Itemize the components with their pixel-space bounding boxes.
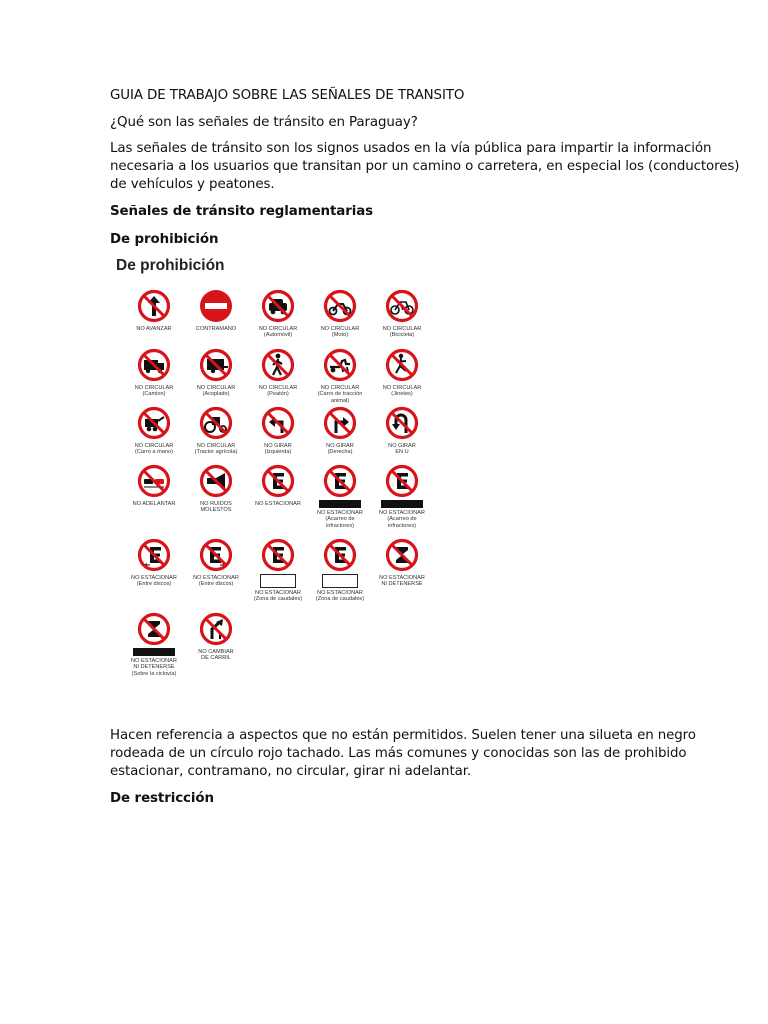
sign-caption: NO ESTACIONAR NI DETENERSE	[379, 575, 425, 588]
prohibition-signs-figure	[110, 255, 455, 690]
sign-caption: NO CIRCULAR (Moto)	[320, 326, 360, 339]
sign-1	[122, 288, 186, 332]
sign-caption: NO RUIDOS MOLESTOS	[200, 501, 232, 514]
sign-caption: CONTRAMANO	[195, 326, 237, 332]
sign-9	[308, 347, 372, 404]
definition-line-3: de vehículos y peatones.	[110, 177, 275, 192]
arrow-up-icon	[136, 288, 172, 324]
sign-19	[308, 463, 372, 529]
sign-caption: NO CIRCULAR (Peatón)	[258, 385, 298, 398]
sign-caption: NO ESTACIONAR (Zona de caudales)	[315, 590, 365, 603]
skates-icon	[384, 347, 420, 383]
sign-caption: NO CIRCULAR (Jinetes)	[382, 385, 422, 398]
tractor-icon	[198, 405, 234, 441]
sign-plate	[381, 500, 423, 508]
overtake-icon	[136, 463, 172, 499]
sign-caption: NO GIRAR EN U	[388, 443, 416, 456]
sign-21	[122, 537, 186, 588]
sign-2	[184, 288, 248, 332]
heading-prohibicion: De prohibición	[110, 232, 219, 247]
sign-10	[370, 347, 434, 398]
parking-e-icon	[322, 537, 358, 573]
bicycle-icon	[384, 288, 420, 324]
sign-caption: NO CIRCULAR (Carro de tracción animal)	[317, 385, 363, 404]
sign-caption: NO GIRAR (Izquierda)	[264, 443, 292, 456]
sign-caption: NO CIRCULAR (Acoplado)	[196, 385, 236, 398]
sign-16	[122, 463, 186, 507]
sign-caption: NO AVANZAR	[136, 326, 172, 332]
sign-caption: NO ESTACIONAR (Entre discos)	[193, 575, 239, 588]
sign-23	[246, 537, 310, 603]
sign-20	[370, 463, 434, 529]
sign-caption: NO CAMBIAR DE CARRIL	[198, 649, 234, 662]
parking-e-icon	[384, 463, 420, 499]
heading-restriccion: De restricción	[110, 791, 214, 806]
sign-caption: NO ESTACIONAR (Acarreo de infractores)	[379, 510, 425, 529]
horse-cart-icon	[322, 347, 358, 383]
pedestrian-icon	[260, 347, 296, 383]
sign-4	[308, 288, 372, 339]
sign-26	[122, 611, 186, 677]
sign-caption: NO CIRCULAR (Automóvil)	[258, 326, 298, 339]
parking-e-icon	[260, 537, 296, 573]
parking-e-right-icon	[198, 537, 234, 573]
sign-25	[370, 537, 434, 588]
sign-caption: NO GIRAR (Derecha)	[326, 443, 354, 456]
sign-14	[308, 405, 372, 456]
sign-6	[122, 347, 186, 398]
truck-icon	[136, 347, 172, 383]
explanation-line-1: Hacen referencia a aspectos que no están permitidos. Suelen tener una silueta en negro	[110, 728, 696, 743]
sign-plate	[319, 500, 361, 508]
sign-13	[246, 405, 310, 456]
sign-caption: NO ADELANTAR	[132, 501, 176, 507]
sign-caption: NO CIRCULAR (Bicicleta)	[382, 326, 422, 339]
sign-8	[246, 347, 310, 398]
sign-5	[370, 288, 434, 339]
sign-24	[308, 537, 372, 603]
turn-right-icon	[322, 405, 358, 441]
motorcycle-icon	[322, 288, 358, 324]
sign-22	[184, 537, 248, 588]
sign-18	[246, 463, 310, 507]
figure-title: De prohibición	[116, 257, 225, 274]
parking-e-icon	[322, 463, 358, 499]
sign-caption: NO ESTACIONAR (Acarreo de infractores)	[317, 510, 363, 529]
sign-caption: NO ESTACIONAR (Entre discos)	[131, 575, 177, 588]
heading-reglamentarias: Señales de tránsito reglamentarias	[110, 204, 374, 219]
parking-e-left-icon	[136, 537, 172, 573]
sign-caption: NO CIRCULAR (Carro a mano)	[134, 443, 174, 456]
car-icon	[260, 288, 296, 324]
explanation-line-2: rodeada de un círculo rojo tachado. Las más comunes y conocidas son las de prohibido	[110, 746, 687, 761]
turn-left-icon	[260, 405, 296, 441]
sign-11	[122, 405, 186, 456]
no-entry-icon	[198, 288, 234, 324]
sign-caption: NO CIRCULAR (Camion)	[134, 385, 174, 398]
sign-17	[184, 463, 248, 514]
zone-plate	[260, 574, 296, 588]
u-turn-icon	[384, 405, 420, 441]
parking-e-icon	[260, 463, 296, 499]
trailer-icon	[198, 347, 234, 383]
question-text: ¿Qué son las señales de tránsito en Paraguay?	[110, 115, 418, 130]
explanation-line-3: estacionar, contramano, no circular, girar ni adelantar.	[110, 764, 472, 779]
sign-7	[184, 347, 248, 398]
no-stopping-icon	[384, 537, 420, 573]
sign-caption: NO ESTACIONAR	[255, 501, 301, 507]
horn-icon	[198, 463, 234, 499]
sign-3	[246, 288, 310, 339]
sign-plate	[133, 648, 175, 656]
sign-caption: NO CIRCULAR (Tractor agrícola)	[194, 443, 238, 456]
sign-caption: NO ESTACIONAR NI DETENERSE (Sobre la ciclovía)	[131, 658, 177, 677]
no-stopping-icon	[136, 611, 172, 647]
definition-line-1: Las señales de tránsito son los signos usados en la vía pública para impartir la información	[110, 141, 712, 156]
sign-27	[184, 611, 248, 662]
sign-caption: NO ESTACIONAR (Zona de caudales)	[253, 590, 303, 603]
lane-change-icon	[198, 611, 234, 647]
definition-line-2: necesaria a los usuarios que transitan por un camino o carretera, en especial los (conductores)	[110, 159, 740, 174]
zone-plate	[322, 574, 358, 588]
handcart-icon	[136, 405, 172, 441]
document-title: GUIA DE TRABAJO SOBRE LAS SEÑALES DE TRANSITO	[110, 88, 465, 103]
sign-15	[370, 405, 434, 456]
sign-12	[184, 405, 248, 456]
